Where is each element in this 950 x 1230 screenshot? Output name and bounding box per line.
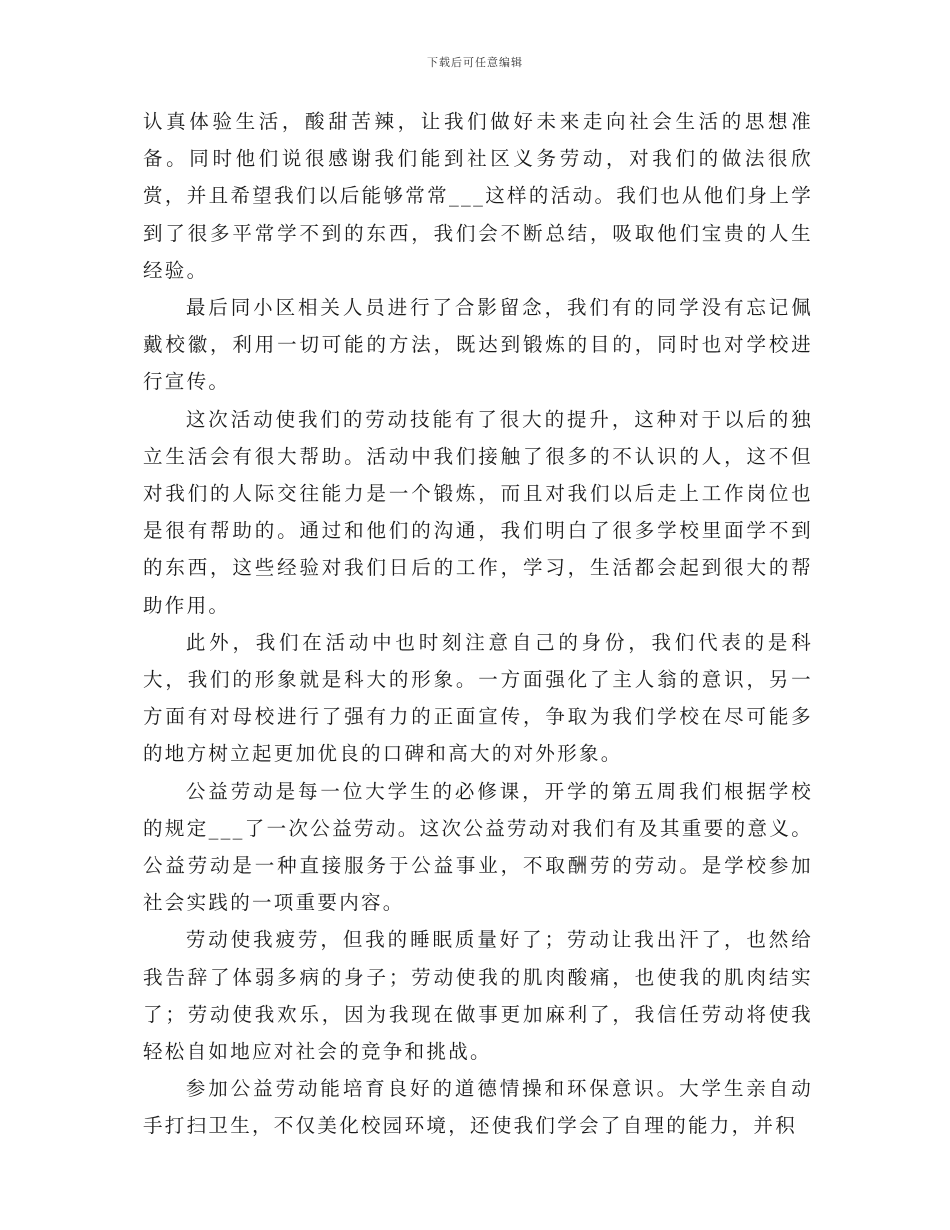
page-header: 下载后可任意编辑 (427, 56, 523, 69)
paragraph-7: 参加公益劳动能培育良好的道德情操和环保意识。大学生亲自动手打扫卫生，不仅美化校园环境，还使我们学会了自理的能力，并积 (143, 1077, 813, 1138)
paragraph-4: 此外，我们在活动中也时刻注意自己的身份，我们代表的是科大，我们的形象就是科大的形象。一方面强化了主人翁的意识，另一方面有对母校进行了强有力的正面宣传，争取为我们学校在尽可能多的地方树立起更加优良的口碑和高大的对外形象。 (143, 630, 813, 766)
document-body (143, 103, 813, 1145)
paragraph-1: 认真体验生活，酸甜苦辣，让我们做好未来走向社会生活的思想准备。同时他们说很感谢我们能到社区义务劳动，对我们的做法很欣赏，并且希望我们以后能够常常___这样的活动。我们也从他们身上学到了很多平常学不到的东西，我们会不断总结，吸取他们宝贵的人生经验。 (143, 110, 813, 282)
paragraph-2: 最后同小区相关人员进行了合影留念，我们有的同学没有忘记佩戴校徽，利用一切可能的方法，既达到锻炼的目的，同时也对学校进行宣传。 (143, 296, 813, 394)
paragraph-6: 劳动使我疲劳，但我的睡眠质量好了；劳动让我出汗了，也然给我告辞了体弱多病的身子；劳动使我的肌肉酸痛，也使我的肌肉结实了；劳动使我欢乐，因为我现在做事更加麻利了，我信任劳动将使我轻松自如地应对社会的竞争和挑战。 (143, 928, 813, 1064)
paragraph-3: 这次活动使我们的劳动技能有了很大的提升，这种对于以后的独立生活会有很大帮助。活动中我们接触了很多的不认识的人，这不但对我们的人际交往能力是一个锻炼，而且对我们以后走上工作岗位也是很有帮助的。通过和他们的沟通，我们明白了很多学校里面学不到的东西，这些经验对我们日后的工作，学习，生活都会起到很大的帮助作用。 (143, 407, 813, 617)
paragraph-5: 公益劳动是每一位大学生的必修课，开学的第五周我们根据学校的规定___了一次公益劳动。这次公益劳动对我们有及其重要的意义。公益劳动是一种直接服务于公益事业，不取酬劳的劳动。是学校参加社会实践的一项重要内容。 (143, 779, 813, 915)
